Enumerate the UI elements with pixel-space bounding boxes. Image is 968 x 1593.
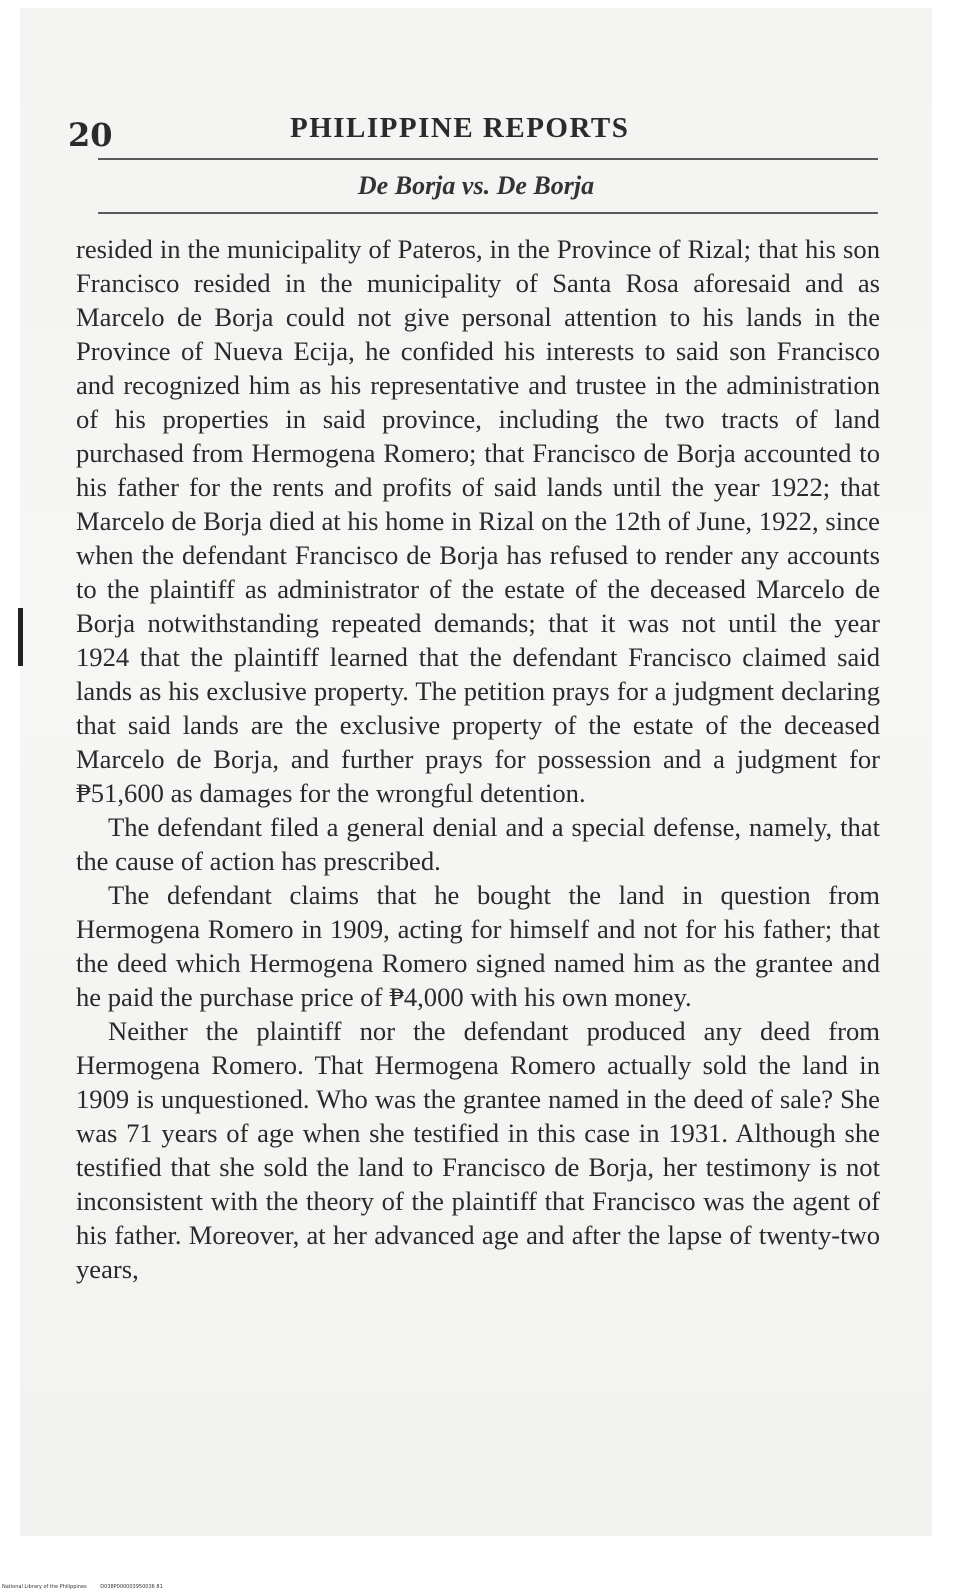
paragraph-defense: The defendant filed a general denial and a special defense, namely, that the cause of action has prescribed. <box>76 812 880 876</box>
page-number: 20 <box>68 116 113 154</box>
case-title: De Borja vs. De Borja <box>357 171 595 200</box>
paragraph-defendant-claim: The defendant claims that he bought the land in question from Hermogena Romero in 1909, acting for himself and not for his father; that the deed which Hermogena Romero signed named him as the grantee and he paid the purchase price of ₱4,000 with his own money. <box>76 880 880 1012</box>
header-rule-top <box>98 158 878 160</box>
paragraph-continued: resided in the municipality of Pateros, in the Province of Rizal; that his son Francisco resided in the municipality of Santa Rosa aforesaid and as Marcelo de Borja could not give personal attention to his lands in the Province of Nueva Ecija, he confided his interests to said son Francisco and recognized him as his representative and trustee in the administration of his properties in said province, including the two tracts of land purchased from Hermogena Romero; that Francisco de Borja accounted to his father for the rents and profits of said lands until the year 1922; that Marcelo de Borja died at his home in Rizal on the 12th of June, 1922, since when the defendant Francisco de Borja has refused to render any accounts to the plaintiff as administrator of the estate of the deceased Marcelo de Borja notwithstanding repeated demands; that it was not until the year 1924 that the plaintiff learned that the defendant Francisco claimed said lands as his exclusive property. The petition prays for a judgment declaring that said lands are the exclusive property of the estate of the deceased Marcelo de Borja, and further prays for possession and a judgment for ₱51,600 as damages for the wrongful detention. <box>76 234 880 808</box>
body-text <box>76 232 880 1286</box>
footer-library: National Library of the Philippines <box>2 1584 87 1590</box>
running-title: PHILIPPINE REPORTS <box>290 112 630 144</box>
footer-scan-id: D038P000003950036 81 <box>100 1584 163 1590</box>
scan-footer <box>2 1584 175 1590</box>
scanned-page-backdrop <box>20 8 932 1536</box>
page <box>20 8 932 1536</box>
header-rule-bottom <box>98 212 878 214</box>
paragraph-no-deed: Neither the plaintiff nor the defendant produced any deed from Hermogena Romero. That Hermogena Romero actually sold the land in 1909 is unquestioned. Who was the grantee named in the deed of sale? She was 71 years of age when she testified in this case in 1931. Although she testified that she sold the land to Francisco de Borja, her testimony is not inconsistent with the theory of the plaintiff that Francisco was the agent of his father. Moreover, at her advanced age and after the lapse of twenty-two years, <box>76 1016 880 1284</box>
binding-mark <box>18 608 23 666</box>
